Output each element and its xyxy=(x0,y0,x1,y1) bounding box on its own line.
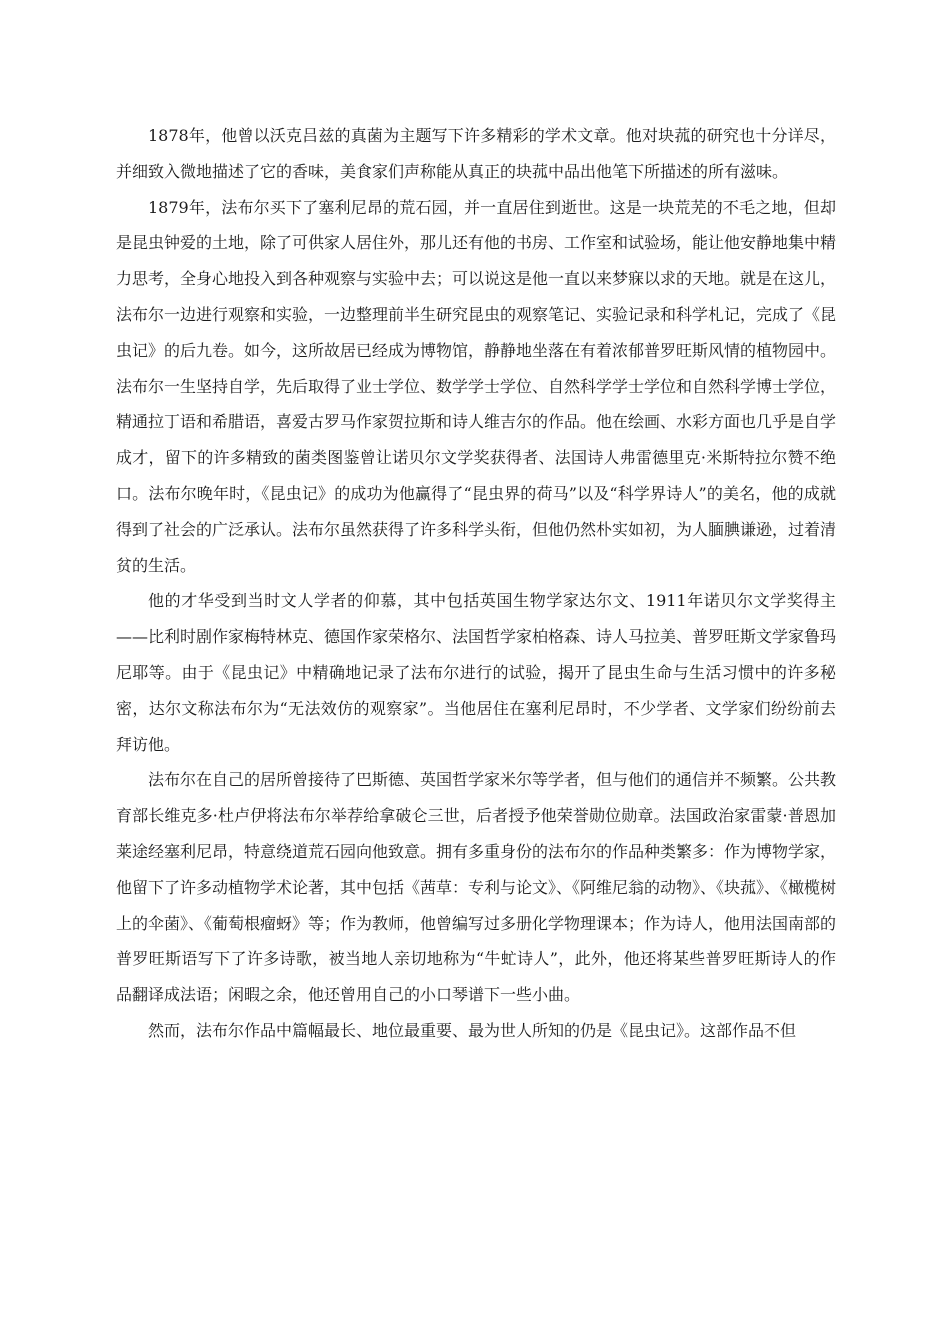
paragraph-works: 法布尔在自己的居所曾接待了巴斯德、英国哲学家米尔等学者，但与他们的通信并不频繁。公共教育部长维克多·杜卢伊将法布尔举荐给拿破仑三世，后者授予他荣誉勋位勋章。法国政治家雷蒙·普恩加莱途经塞利尼昂，特意绕道荒石园向他致意。拥有多重身份的法布尔的作品种类繁多：作为博物学家，他留下了许多动植物学术论著，其中包括《茜草：专利与论文》、《阿维尼翁的动物》、《块菰》、《橄榄树上的伞菌》、《葡萄根瘤蚜》等；作为教师，他曾编写过多册化学物理课本；作为诗人，他用法国南部的普罗旺斯语写下了许多诗歌，被当地人亲切地称为“牛虻诗人”，此外，他还将某些普罗旺斯诗人的作品翻译成法语；闲暇之余，他还曾用自己的小口琴谱下一些小曲。 xyxy=(116,770,837,1005)
paragraph-1878: 1878年，他曾以沃克吕兹的真菌为主题写下许多精彩的学术文章。他对块菰的研究也十分详尽，并细致入微地描述了它的香味，美食家们声称能从真正的块菰中品出他笔下所描述的所有滋味。 xyxy=(116,126,836,181)
paragraph-admirers: 他的才华受到当时文人学者的仰慕，其中包括英国生物学家达尔文、1911年诺贝尔文学奖得主——比利时剧作家梅特林克、德国作家荣格尔、法国哲学家柏格森、诗人马拉美、普罗旺斯文学家鲁玛尼耶等。由于《昆虫记》中精确地记录了法布尔进行的试验，揭开了昆虫生命与生活习惯中的许多秘密，达尔文称法布尔为“无法效仿的观察家”。当他居住在塞利尼昂时，不少学者、文学家们纷纷前去拜访他。 xyxy=(116,591,837,754)
paragraph-insect-records: 然而，法布尔作品中篇幅最长、地位最重要、最为世人所知的仍是《昆虫记》。这部作品不但 xyxy=(148,1020,797,1040)
document-body xyxy=(116,118,836,1049)
paragraph-1879: 1879年，法布尔买下了塞利尼昂的荒石园，并一直居住到逝世。这是一块荒芜的不毛之地，但却是昆虫钟爱的土地，除了可供家人居住外，那儿还有他的书房、工作室和试验场，能让他安静地集中精力思考，全身心地投入到各种观察与实验中去；可以说这是他一直以来梦寐以求的天地。就是在这儿，法布尔一边进行观察和实验，一边整理前半生研究昆虫的观察笔记、实验记录和科学札记，完成了《昆虫记》的后九卷。如今，这所故居已经成为博物馆，静静地坐落在有着浓郁普罗旺斯风情的植物园中。法布尔一生坚持自学，先后取得了业士学位、数学学士学位、自然科学学士学位和自然科学博士学位，精通拉丁语和希腊语，喜爱古罗马作家贺拉斯和诗人维吉尔的作品。他在绘画、水彩方面也几乎是自学成才，留下的许多精致的菌类图鉴曾让诺贝尔文学奖获得者、法国诗人弗雷德里克·米斯特拉尔赞不绝口。法布尔晚年时，《昆虫记》的成功为他赢得了“昆虫界的荷马”以及“科学界诗人”的美名，他的成就得到了社会的广泛承认。法布尔虽然获得了许多科学头衔，但他仍然朴实如初，为人腼腆谦逊，过着清贫的生活。 xyxy=(116,197,837,575)
